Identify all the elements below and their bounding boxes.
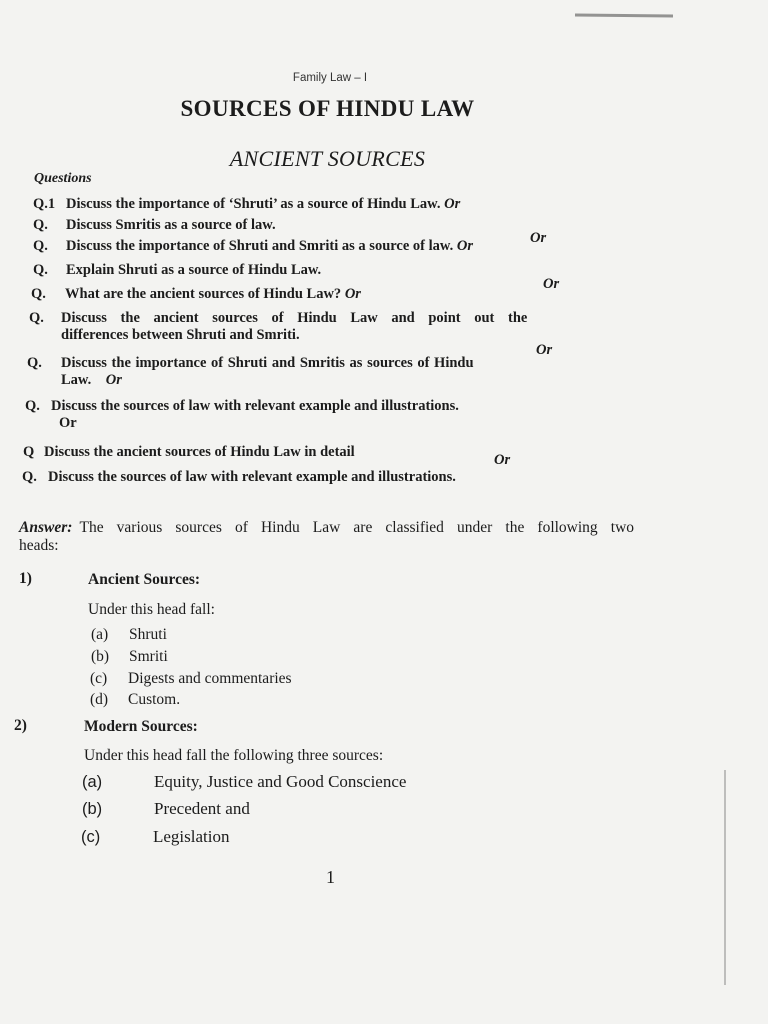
question-item: Q. Discuss the importance of Shruti and Smritis as sources of Hindu <box>27 355 474 371</box>
question-item: Q. What are the ancient sources of Hindu Law? Or <box>31 286 361 302</box>
question-item: Q.1 Discuss the importance of ‘Shruti’ as a source of Hindu Law. Or <box>33 196 461 212</box>
list-item: (b) Smriti <box>91 648 168 665</box>
page-edge-shadow <box>575 13 673 17</box>
section-subtitle: ANCIENT SOURCES <box>229 146 426 171</box>
or-label: Or <box>59 415 77 431</box>
question-item-continuation: Law. Or <box>61 372 122 388</box>
or-label: Or <box>536 342 553 358</box>
question-item: Q. Discuss the ancient sources of Hindu Law and point out the <box>29 310 528 326</box>
section-heading-ancient: Ancient Sources: <box>88 571 201 588</box>
list-item: (c) Legislation <box>81 827 230 846</box>
list-item: (b) Precedent and <box>82 799 250 818</box>
question-item-continuation: differences between Shruti and Smriti. <box>61 327 300 343</box>
section-number: 1) <box>19 570 32 587</box>
section-intro: Under this head fall: <box>88 601 215 618</box>
question-item: Q. Discuss the importance of Shruti and Smriti as a source of law. Or <box>33 238 473 254</box>
list-item: (d) Custom. <box>90 691 181 708</box>
question-item: Q. Discuss Smritis as a source of law. <box>33 217 276 233</box>
question-item: Q. Explain Shruti as a source of Hindu Law. <box>33 262 322 278</box>
running-head: Family Law – I <box>292 72 368 84</box>
answer-text: The various sources of Hindu Law are classified under the following two heads: <box>19 519 635 554</box>
question-item: Q. Discuss the sources of law with relevant example and illustrations. <box>25 398 459 414</box>
page-title: SOURCES OF HINDU LAW <box>180 96 475 121</box>
questions-label: Questions <box>34 171 92 186</box>
question-item: Q. Discuss the sources of law with relevant example and illustrations. <box>22 469 456 485</box>
page-edge-line <box>724 770 726 985</box>
answer-label: Answer: <box>19 519 73 536</box>
or-label: Or <box>494 452 511 468</box>
list-item: (a) Equity, Justice and Good Conscience <box>82 772 407 791</box>
list-item: (c) Digests and commentaries <box>90 670 292 687</box>
section-number: 2) <box>14 717 27 734</box>
or-label: Or <box>530 230 547 246</box>
or-label: Or <box>543 276 560 292</box>
question-item: Q Discuss the ancient sources of Hindu Law in detail <box>23 444 355 460</box>
section-heading-modern: Modern Sources: <box>84 718 198 735</box>
answer-paragraph <box>19 519 634 555</box>
list-item: (a) Shruti <box>91 626 167 643</box>
section-intro: Under this head fall the following three sources: <box>84 747 384 764</box>
page-number: 1 <box>326 867 335 887</box>
